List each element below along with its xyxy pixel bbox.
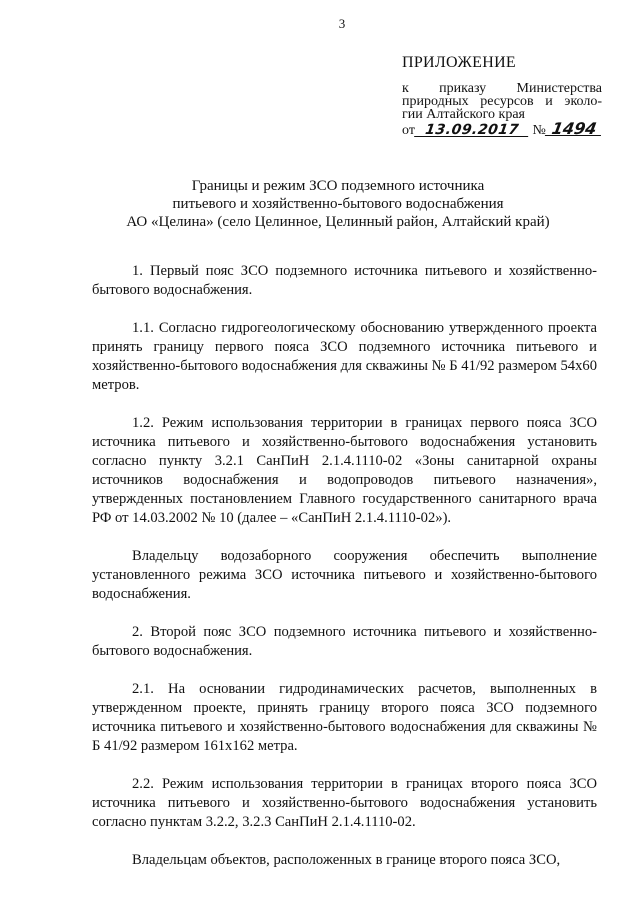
- order-reference: [402, 119, 602, 138]
- paragraph-2-2: 2.2. Режим использования территории в границах второго пояса ЗСО источника питьевого и хозяйственно-бытового водоснабжения установить согласно пунктам 3.2.2, 3.2.3 СанПиН 2.1.4.1110-02.: [92, 776, 597, 830]
- appendix-title: ПРИЛОЖЕНИЕ: [402, 54, 517, 71]
- title-line-1: Границы и режим ЗСО подземного источника: [191, 178, 485, 194]
- paragraph-2: 2. Второй пояс ЗСО подземного источника питьевого и хозяйственно-бытового водоснабжения.: [92, 624, 597, 659]
- paragraph-2-1: 2.1. На основании гидродинамических расчетов, выполненных в утвержденном проекте, принять границу второго пояса ЗСО подземного источника питьевого и хозяйственно-бытового водоснабжения для скважины № Б 41/92 размером 161х162 метра.: [92, 681, 597, 754]
- paragraph-1: 1. Первый пояс ЗСО подземного источника питьевого и хозяйственно-бытового водоснабжения.: [92, 263, 597, 298]
- page-number: 3: [338, 16, 346, 31]
- appendix-line-2: природных ресурсов и эколо-: [402, 94, 602, 109]
- appendix-line-1: к приказу Министерства: [402, 81, 602, 96]
- document-body: [92, 262, 597, 889]
- title-line-2: питьевого и хозяйственно-бытового водоснабжения: [172, 196, 504, 212]
- title-line-3: АО «Целина» (село Целинное, Целинный район, Алтайский край): [126, 214, 550, 230]
- order-date-prefix: от: [402, 123, 415, 138]
- paragraph-1-2: 1.2. Режим использования территории в границах первого пояса ЗСО источника питьевого и хозяйственно-бытового водоснабжения установить согласно пункту 3.2.1 СанПиН 2.1.4.1110-02 «Зоны санитарной охраны источников водоснабжения и водопроводов питьевого назначения», утвержденных постановлением Главного государственного санитарного врача РФ от 14.03.2002 № 10 (далее – «СанПиН 2.1.4.1110-02»).: [92, 415, 597, 526]
- appendix-line-3: гии Алтайского края: [402, 107, 525, 122]
- order-number-handwritten: 1494: [545, 123, 603, 136]
- order-number-prefix: №: [532, 123, 546, 138]
- document-title: [18, 177, 640, 231]
- order-date-handwritten: 13.09.2017: [414, 124, 530, 137]
- appendix-block: [402, 56, 602, 137]
- paragraph-owners-2: Владельцам объектов, расположенных в границе второго пояса ЗСО,: [132, 852, 561, 868]
- paragraph-owner-1: Владельцу водозаборного сооружения обеспечить выполнение установленного режима ЗСО источника питьевого и хозяйственно-бытового водоснабжения.: [92, 548, 597, 602]
- paragraph-1-1: 1.1. Согласно гидрогеологическому обоснованию утвержденного проекта принять границу первого пояса ЗСО подземного источника питьевого и хозяйственно-бытового водоснабжения для скважины № Б 41/92 размером 54х60 метров.: [92, 320, 597, 393]
